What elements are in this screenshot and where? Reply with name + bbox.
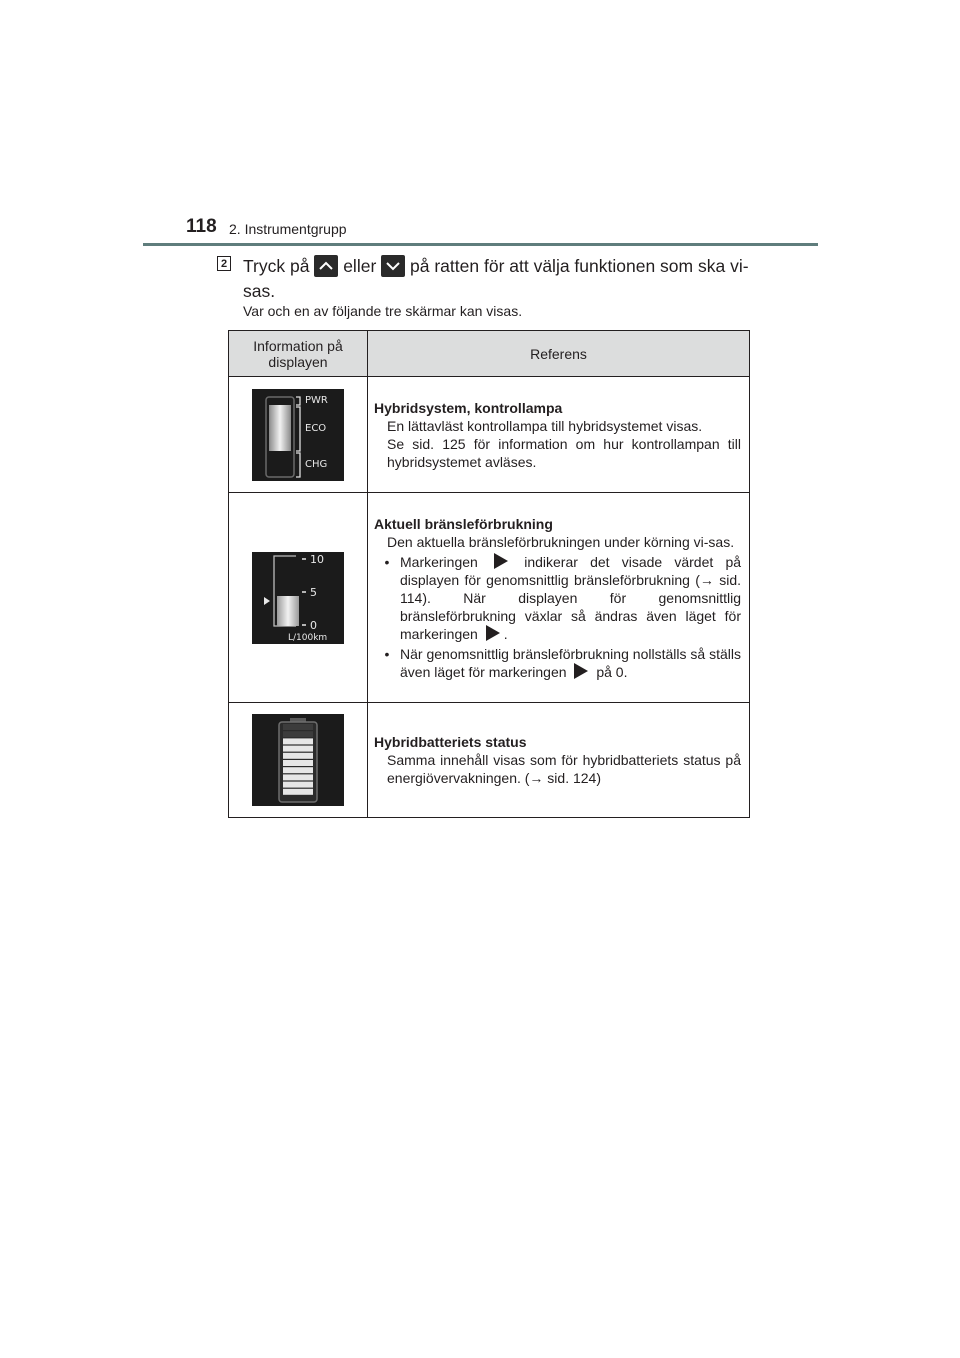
fuel-consumption-screen-image — [252, 552, 344, 644]
hybrid-indicator-screen-image — [252, 389, 344, 481]
battery-cell — [283, 753, 313, 759]
bullet-text: När genomsnittlig bränsleförbrukning nollställs så ställs även läget för markeringen — [400, 645, 741, 680]
row-text: En lättavläst kontrollampa till hybridsystemet visas. — [387, 417, 703, 434]
battery-cell — [283, 746, 313, 752]
battery-cell — [283, 774, 313, 780]
tick-label: 10 — [310, 552, 324, 566]
header-rule — [143, 243, 818, 246]
eco-label: ECO — [305, 422, 327, 434]
battery-cell — [283, 760, 313, 766]
battery-cell — [283, 731, 313, 737]
bullet-dot: • — [384, 553, 390, 570]
chevron-up-icon — [314, 255, 338, 277]
tick-label: 5 — [310, 585, 317, 599]
bullet-text: Markeringen — [400, 553, 478, 570]
marker-icon — [574, 663, 588, 679]
section-title: 2. Instrumentgrupp — [229, 221, 347, 237]
display-image-cell — [229, 493, 368, 703]
display-image-cell — [229, 703, 368, 818]
marker-icon — [494, 553, 508, 569]
bullet-text: . — [503, 625, 508, 642]
step-instruction — [243, 254, 753, 304]
chg-label: CHG — [305, 458, 328, 470]
step-text-part2: eller — [343, 256, 377, 276]
table-row — [229, 493, 750, 703]
tick-label: 0 — [310, 618, 317, 632]
bullet-text: indikerar det visade värdet på displayen för genomsnittlig bränsleförbrukning (→ sid. 114). När displayen för genomsnittlig bränsleförbrukning växlar så ändras även läget för markeringen — [400, 553, 742, 642]
table-row — [229, 703, 750, 818]
bullet-item — [374, 553, 741, 643]
column-header-display: Information på displayen — [229, 331, 368, 377]
bullet-dot: • — [384, 645, 390, 662]
marker-icon — [486, 625, 500, 641]
battery-cell — [283, 782, 313, 788]
column-header-reference: Referens — [368, 331, 750, 377]
battery-cell — [283, 724, 313, 730]
chevron-down-icon — [381, 255, 405, 277]
hybrid-battery-screen-image — [252, 714, 344, 806]
row-title: Hybridbatteriets status — [374, 734, 527, 750]
reference-cell — [368, 377, 750, 493]
pwr-label: PWR — [305, 394, 328, 406]
step-number-badge: 2 — [217, 256, 231, 271]
battery-cell — [283, 767, 313, 773]
reference-cell — [368, 703, 750, 818]
step-text-part1: Tryck på — [243, 256, 310, 276]
row-title: Aktuell bränsleförbrukning — [374, 515, 553, 532]
unit-label: L/100km — [288, 632, 328, 643]
row-text: Samma innehåll visas som för hybridbatteriets status på energiövervakningen. (→ sid. 124) — [387, 752, 741, 786]
step-text-part3: på ratten för att välja funktionen som ska vi-sas. — [243, 256, 749, 301]
battery-cell — [283, 789, 313, 795]
row-text: Den aktuella bränsleförbrukningen under körning vi-sas. — [387, 533, 735, 550]
bullet-item — [374, 645, 741, 681]
battery-cell — [283, 738, 313, 744]
page-number: 118 — [186, 216, 217, 237]
row-text: Se sid. 125 för information om hur kontrollampan till hybridsystemet avläses. — [387, 435, 741, 470]
row-title: Hybridsystem, kontrollampa — [374, 399, 563, 416]
table-row — [229, 377, 750, 493]
display-image-cell — [229, 377, 368, 493]
reference-cell — [368, 493, 750, 703]
bullet-text: på 0. — [596, 663, 628, 680]
reference-table — [228, 330, 750, 818]
step-note: Var och en av följande tre skärmar kan visas. — [243, 303, 523, 319]
